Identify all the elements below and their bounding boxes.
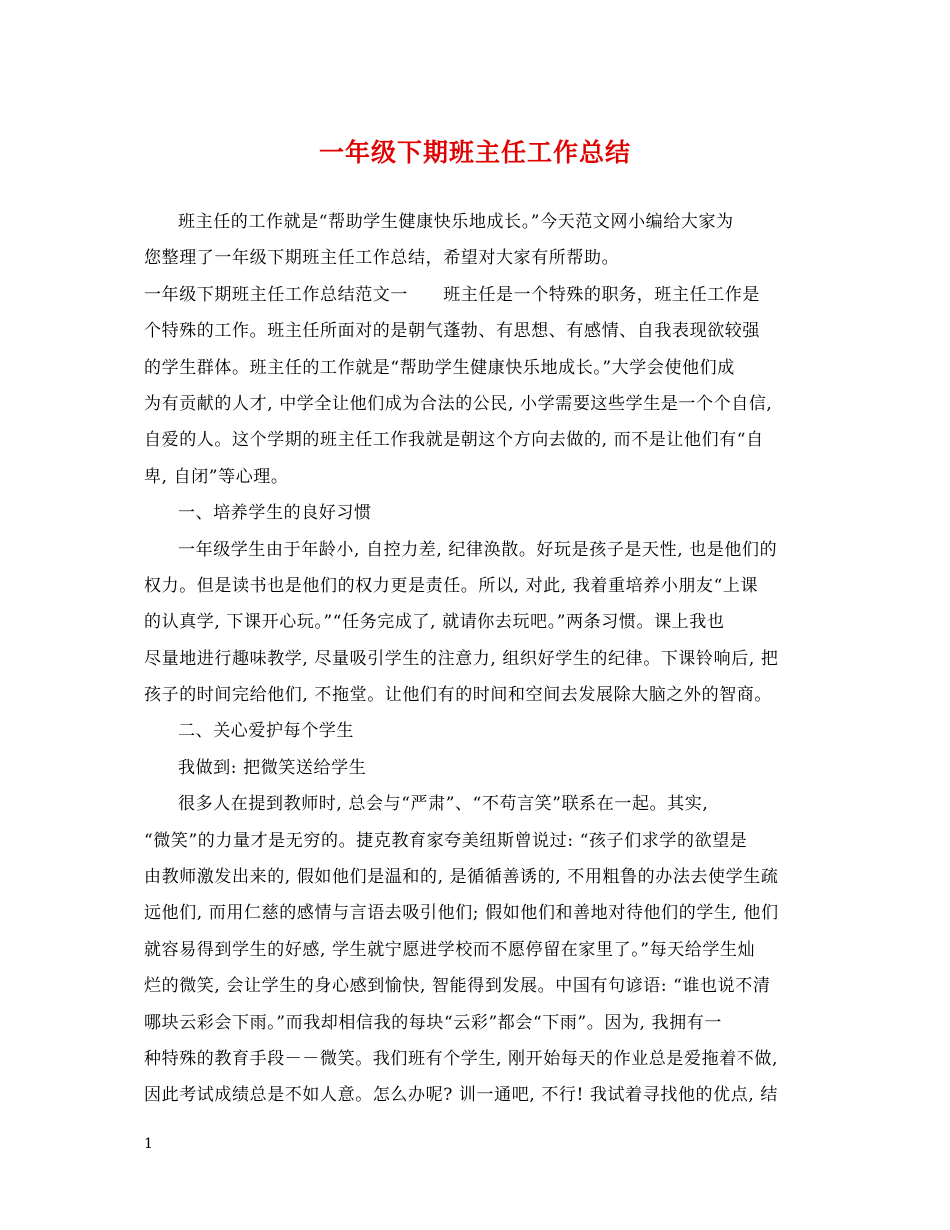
text-line: “微笑”的力量才是无穷的。捷克教育家夸美纽斯曾说过: “孩子们求学的欲望是 xyxy=(144,830,748,851)
text-line: 我做到: 把微笑送给学生 xyxy=(178,757,367,778)
text-line: 二、关心爱护每个学生 xyxy=(178,721,354,742)
text-line: 权力。但是读书也是他们的权力更是责任。所以, 对此, 我着重培养小朋友“上课 xyxy=(144,575,759,596)
text-line: 哪块云彩会下雨。”而我却相信我的每块“云彩”都会“下雨”。因为, 我拥有一 xyxy=(144,1012,722,1033)
text-line: 孩子的时间完给他们, 不拖堂。让他们有的时间和空间去发展除大脑之外的智商。 xyxy=(144,685,773,706)
text-line: 一年级下期班主任工作总结范文一 班主任是一个特殊的职务，班主任工作是 xyxy=(144,284,760,305)
text-line: 自爱的人。这个学期的班主任工作我就是朝这个方向去做的, 而不是让他们有“自 xyxy=(144,430,764,451)
text-line: 一年级学生由于年龄小, 自控力差, 纪律涣散。好玩是孩子是天性, 也是他们的 xyxy=(178,539,778,560)
text-line: 由教师激发出来的, 假如他们是温和的, 是循循善诱的, 不用粗鲁的办法去使学生疏 xyxy=(144,867,779,888)
text-line: 烂的微笑, 会让学生的身心感到愉快, 智能得到发展。中国有句谚语: “谁也说不清 xyxy=(144,976,771,997)
text-line: 远他们, 而用仁慈的感情与言语去吸引他们; 假如他们和善地对待他们的学生, 他们 xyxy=(144,903,779,924)
text-line: 的学生群体。班主任的工作就是“帮助学生健康快乐地成长。”大学会使他们成 xyxy=(144,357,735,378)
page-number: 1 xyxy=(144,1136,153,1152)
text-line: 尽量地进行趣味教学, 尽量吸引学生的注意力, 组织好学生的纪律。下课铃响后, 把 xyxy=(144,648,779,669)
text-line: 因此考试成绩总是不如人意。怎么办呢? 训一通吧, 不行! 我试着寻找他的优点, 结 xyxy=(144,1085,778,1106)
text-line: 很多人在提到教师时, 总会与“严肃”、“不苟言笑”联系在一起。其实, xyxy=(178,794,709,815)
text-line: 为有贡献的人才, 中学全让他们成为合法的公民, 小学需要这些学生是一个个自信, xyxy=(144,393,773,414)
text-line: 种特殊的教育手段－－微笑。我们班有个学生, 刚开始每天的作业总是爱拖着不做, xyxy=(144,1048,779,1069)
text-line: 就容易得到学生的好感, 学生就宁愿进学校而不愿停留在家里了。”每天给学生灿 xyxy=(144,939,756,960)
text-line: 个特殊的工作。班主任所面对的是朝气蓬勃、有思想、有感情、自我表现欲较强 xyxy=(144,321,760,342)
text-line: 班主任的工作就是“帮助学生健康快乐地成长。”今天范文网小编给大家为 xyxy=(178,212,734,232)
text-line: 您整理了一年级下期班主任工作总结，希望对大家有所帮助。 xyxy=(144,248,620,269)
document-body xyxy=(144,204,814,1114)
document-title: 一年级下期班主任工作总结 xyxy=(318,138,631,167)
text-line: 卑, 自闭”等心理。 xyxy=(144,466,289,487)
text-line: 一、培养学生的良好习惯 xyxy=(178,503,372,524)
text-line: 的认真学, 下课开心玩。”“任务完成了, 就请你去玩吧。”两条习惯。课上我也 xyxy=(144,612,725,633)
